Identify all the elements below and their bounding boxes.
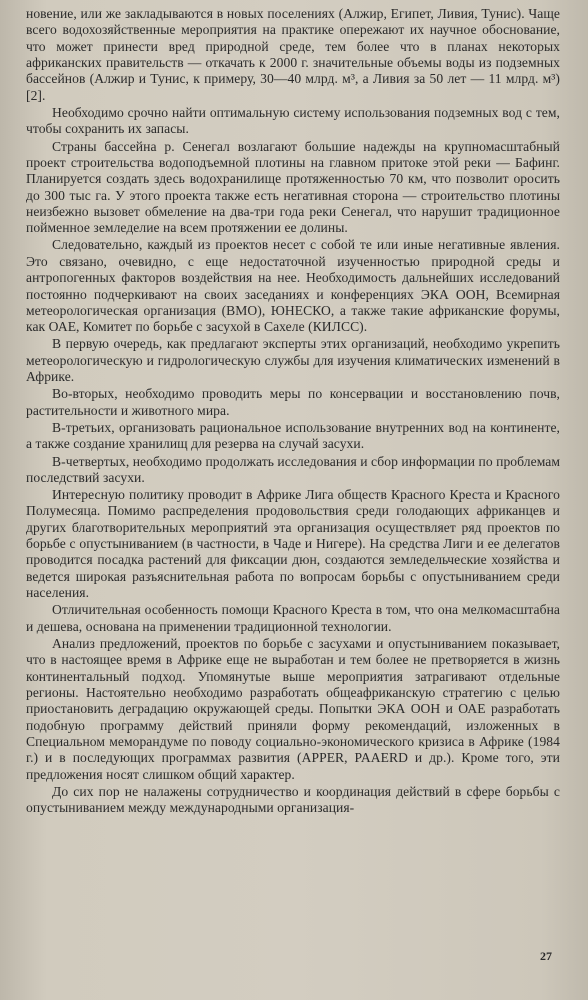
paragraph-8: В-четвертых, необходимо продолжать исследования и сбор информации по проблемам последствий засухи. bbox=[26, 453, 560, 485]
paragraph-5: В первую очередь, как предлагают эксперты этих организаций, необходимо укрепить метеорологическую и гидрологическую службы для изучения климатических изменений в Африке. bbox=[26, 336, 560, 385]
paragraph-1: новение, или же закладываются в новых поселениях (Алжир, Египет, Ливия, Тунис). Чаще всего водохозяйственные мероприятия на практике опережают их научное обоснование, что может принести вред природной среде, тем более что в планах некоторых африканских правительств — откачать к 2000 г. значительные объемы воды из подземных бассейнов (Алжир и Тунис, к примеру, 30—40 млрд. м³, а Ливия за 50 лет — 11 млрд. м³) [2]. bbox=[26, 6, 560, 103]
paragraph-7: В-третьих, организовать рациональное использование внутренних вод на континенте, а также создание хранилищ для резерва на случай засухи. bbox=[26, 419, 560, 452]
page-number: 27 bbox=[540, 949, 552, 963]
paragraph-3: Страны бассейна р. Сенегал возлагают большие надежды на крупномасштабный проект строительства водоподъемной плотины на главном притоке этой реки — Бафинг. Планируется создать здесь водохранилище протяженностью 70 км, что позволит оросить до 300 тыс га. У этого проекта также есть негативная сторона — строительство плотины неизбежно вызовет обмеление на два-три года реки Сенегал, что нарушит традиционное пойменное земледелие на всем протяжении ее долины. bbox=[26, 138, 560, 236]
paragraph-4: Следовательно, каждый из проектов несет с собой те или иные негативные явления. Это связано, очевидно, с еще недостаточной изученностью природной среды и антропогенных факторов воздействия на нее. Необходимость дальнейших исследований постоянно подчеркивают на своих заседаниях и конференциях ЭКА ООН, Всемирная метеорологическая организация (ВМО), ЮНЕСКО, а также такие африканские форумы, как ОАЕ, Комитет по борьбе с засухой в Сахеле (КИЛСС). bbox=[26, 237, 560, 335]
paragraph-10: Отличительная особенность помощи Красного Креста в том, что она мелкомасштабна и дешева, основана на применении традиционной технологии. bbox=[26, 602, 560, 634]
paragraph-6: Во-вторых, необходимо проводить меры по консервации и восстановлению почв, растительности и животного мира. bbox=[26, 386, 560, 418]
paragraph-11: Анализ предложений, проектов по борьбе с засухами и опустыниванием показывает, что в настоящее время в Африке еще не выработан и тем более не претворяется в жизнь континентальный подход. Упомянутые выше мероприятия затрагивают отдельные регионы. Настоятельно необходимо разработать общеафриканскую стратегию с целью приостановить деградацию окружающей среды. Попытки ЭКА ООН и ОАЕ разработать подобную программу действий приняли форму рекомендаций, изложенных в Специальном меморандуме по поводу социально-экономического кризиса в Африке (1984 г.) и в последующих программах развития (APPER, PAAERD и др.). Кроме того, эти предложения носят слишком общий характер. bbox=[26, 635, 560, 782]
body-text bbox=[26, 6, 560, 817]
paragraph-2: Необходимо срочно найти оптимальную систему использования подземных вод с тем, чтобы сохранить их запасы. bbox=[26, 104, 560, 137]
paragraph-9: Интересную политику проводит в Африке Лига обществ Красного Креста и Красного Полумесяца. Помимо распределения продовольствия среди голодающих африканцев и других благотворительных мероприятий эта организация осуществляет ряд проектов по борьбе с опустыниванием (в частности, в Чаде и Нигере). На средства Лиги и ее делегатов проводится посадка растений для фиксации дюн, создаются земледельческие хозяйства и ведется широкая разъяснительная работа по вопросам борьбы с опустыниванием среди населения. bbox=[26, 487, 560, 601]
paragraph-12: До сих пор не налажены сотрудничество и координация действий в сфере борьбы с опустыниванием между международными организация- bbox=[26, 783, 560, 816]
